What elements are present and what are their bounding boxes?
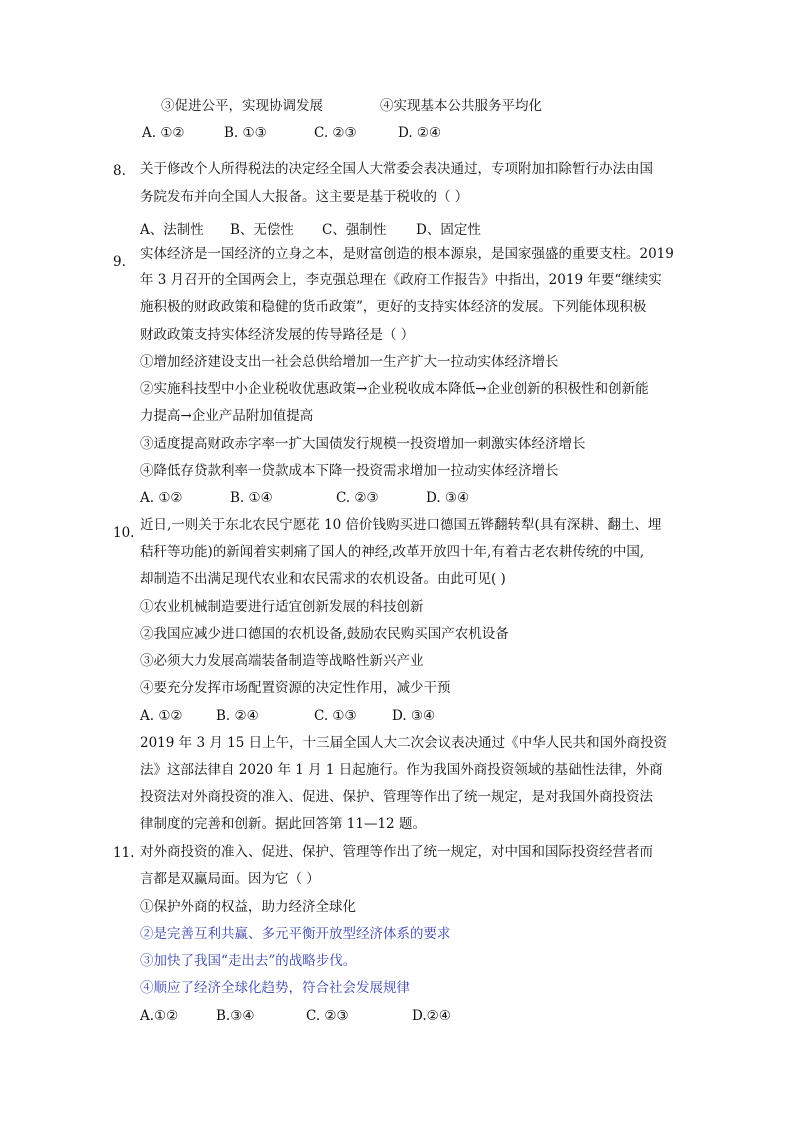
q10-stem-line3: 却制造不出满足现代农业和农民需求的农机设备。由此可见( ) (140, 571, 506, 587)
passage-line1: 2019 年 3 月 15 日上午，十三届全国人大二次会议表决通过《中华人民共和国外商投资 (140, 735, 668, 751)
q10-statement-1: ①农业机械制造要进行适宜创新发展的科技创新 (140, 599, 424, 615)
q11-choice-c: C. ②③ (306, 1008, 349, 1024)
q10-statement-4: ④要充分发挥市场配置资源的决定性作用，减少干预 (140, 680, 451, 696)
q9-choice-a: A. ①② (140, 490, 183, 506)
q8-stem-line1: 关于修改个人所得税法的决定经全国人大常委会表决通过，专项附加扣除暂行办法由国 (140, 161, 653, 177)
q9-stem-line3: 施积极的财政政策和稳健的货币政策”，更好的支持实体经济的发展。下列能体现积极 (140, 299, 647, 315)
q10-statement-3: ③必须大力发展高端装备制造等战略性新兴产业 (140, 653, 424, 669)
q9-stem-line2: 年 3 月召开的全国两会上，李克强总理在《政府工作报告》中指出，2019 年要“继续实 (140, 272, 662, 288)
q7-choice-d: D. ②④ (398, 125, 442, 141)
q9-choice-b: B. ①④ (230, 490, 273, 506)
q9-statement-3: ③适度提高财政赤字率一扩大国债发行规模一投资增加一刺激实体经济增长 (140, 436, 586, 452)
q7-option-3: ③促进公平，实现协调发展 (161, 98, 323, 114)
q9-statement-2: ②实施科技型中小企业税收优惠政策→企业税收成本降低→企业创新的积极性和创新能 (140, 381, 649, 397)
q10-choice-a: A. ①② (140, 708, 183, 724)
q10-stem-line1: 近日,一则关于东北农民宁愿花 10 倍价钱购买进口德国五铧翻转犁(具有深耕、翻土、埋 (140, 517, 662, 533)
q7-option-4: ④实现基本公共服务平均化 (380, 98, 542, 114)
q7-choice-c: C. ②③ (314, 125, 357, 141)
q10-number: 10. (113, 525, 135, 541)
q11-statement-2: ②是完善互利共赢、多元平衡开放型经济体系的要求 (140, 926, 451, 942)
passage-line3: 投资法对外商投资的准入、促进、保护、管理等作出了统一规定，是对我国外商投资法 (140, 789, 653, 805)
q10-statement-2: ②我国应减少进口德国的农机设备,鼓励农民购买国产农机设备 (140, 626, 509, 642)
q7-choice-a: A. ①② (142, 125, 185, 141)
q11-statement-3: ③加快了我国“走出去”的战略步伐。 (140, 953, 357, 969)
q9-choice-d: D. ③④ (426, 490, 470, 506)
q8-number: 8. (113, 163, 126, 179)
q11-statement-1: ①保护外商的权益，助力经济全球化 (140, 899, 356, 915)
passage-line4: 律制度的完善和创新。据此回答第 11—12 题。 (140, 816, 426, 832)
q10-choice-b: B. ②④ (216, 708, 259, 724)
q9-choice-c: C. ②③ (336, 490, 379, 506)
q11-choice-b: B.③④ (216, 1008, 255, 1024)
q9-statement-4: ④降低存贷款利率一贷款成本下降一投资需求增加一拉动实体经济增长 (140, 463, 559, 479)
q11-stem-line1: 对外商投资的准入、促进、保护、管理等作出了统一规定，对中国和国际投资经营者而 (140, 844, 653, 860)
q11-stem-line2: 言都是双赢局面。因为它（ ） (140, 871, 320, 887)
q10-choice-c: C. ①③ (314, 708, 357, 724)
q9-number: 9. (113, 254, 126, 270)
q8-choice-b: B、无偿性 (230, 222, 294, 238)
q9-stem-line4: 财政政策支持实体经济发展的传导路径是（ ） (140, 327, 415, 343)
q9-stem-line1: 实体经济是一国经济的立身之本，是财富创造的根本源泉，是国家强盛的重要支柱。2019 (140, 246, 674, 262)
q7-choice-b: B. ①③ (224, 125, 267, 141)
q8-choice-a: A、法制性 (140, 222, 204, 238)
q10-stem-line2: 秸秆等功能)的新闻着实刺痛了国人的神经,改革开放四十年,有着古老农耕传统的中国, (140, 544, 645, 560)
q9-statement-2-cont: 力提高→企业产品附加值提高 (140, 408, 314, 424)
q11-number: 11. (113, 845, 135, 861)
q11-choice-d: D.②④ (412, 1008, 451, 1024)
q8-stem-line2: 务院发布并向全国人大报备。这主要是基于税收的（ ） (140, 189, 469, 205)
q11-statement-4: ④顺应了经济全球化趋势，符合社会发展规律 (140, 980, 410, 996)
q11-choice-a: A.①② (140, 1008, 179, 1024)
passage-line2: 法》这部法律自 2020 年 1 月 1 日起施行。作为我国外商投资领域的基础性法律，外商 (140, 762, 663, 778)
q8-choice-d: D、固定性 (416, 222, 481, 238)
q10-choice-d: D. ③④ (392, 708, 436, 724)
q8-choice-c: C、强制性 (322, 222, 387, 238)
q9-statement-1: ①增加经济建设支出一社会总供给增加一生产扩大一拉动实体经济增长 (140, 354, 559, 370)
